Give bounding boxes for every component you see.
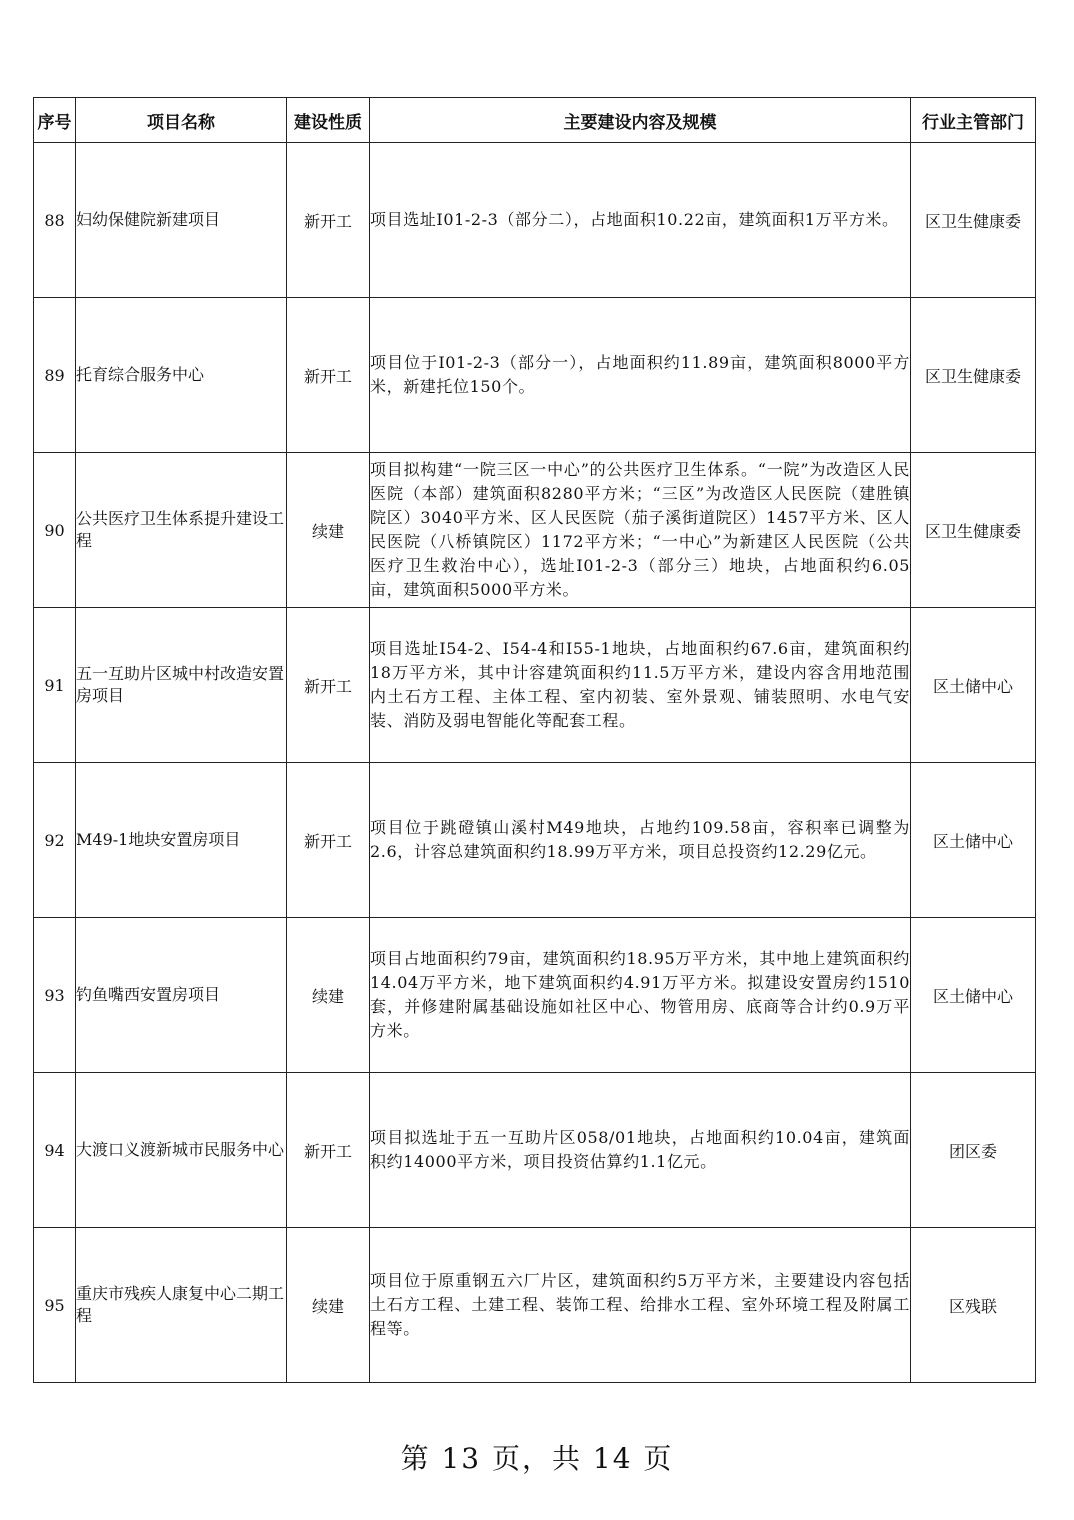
table-row: [34, 453, 1036, 608]
table-row: [34, 1228, 1036, 1383]
row-type: 续建: [287, 453, 370, 608]
row-dept: 区土储中心: [911, 763, 1036, 918]
header-row: [34, 98, 1036, 143]
row-type: 新开工: [287, 1073, 370, 1228]
row-name: M49-1地块安置房项目: [76, 763, 287, 918]
row-dept: 区土储中心: [911, 918, 1036, 1073]
row-dept: 区卫生健康委: [911, 453, 1036, 608]
table-row: [34, 1073, 1036, 1228]
row-no: 91: [34, 608, 76, 763]
row-no: 94: [34, 1073, 76, 1228]
header-no: 序号: [34, 98, 76, 143]
page-number: 第 13 页，共 14 页: [400, 1442, 674, 1475]
row-no: 88: [34, 143, 76, 298]
row-content: 项目拟选址于五一互助片区058/01地块，占地面积约10.04亩，建筑面积约14000平方米，项目投资估算约1.1亿元。: [370, 1073, 911, 1228]
row-content: 项目位于I01-2-3（部分一），占地面积约11.89亩，建筑面积8000平方米，新建托位150个。: [370, 298, 911, 453]
table-row: [34, 918, 1036, 1073]
row-dept: 区土储中心: [911, 608, 1036, 763]
row-content: 项目拟构建“一院三区一中心”的公共医疗卫生体系。“一院”为改造区人民医院（本部）建筑面积8280平方米；“三区”为改造区人民医院（建胜镇院区）3040平方米、区人民医院（茄子溪街道院区）1457平方米、区人民医院（八桥镇院区）1172平方米；“一中心”为新建区人民医院（公共医疗卫生救治中心），选址I01-2-3（部分三）地块，占地面积约6.05亩，建筑面积5000平方米。: [370, 453, 911, 608]
row-dept: 区残联: [911, 1228, 1036, 1383]
row-name: 公共医疗卫生体系提升建设工程: [76, 453, 287, 608]
row-dept: 区卫生健康委: [911, 143, 1036, 298]
row-type: 新开工: [287, 763, 370, 918]
row-no: 90: [34, 453, 76, 608]
row-content: 项目占地面积约79亩，建筑面积约18.95万平方米，其中地上建筑面积约14.04万平方米，地下建筑面积约4.91万平方米。拟建设安置房约1510套，并修建附属基础设施如社区中心、物管用房、底商等合计约0.9万平方米。: [370, 918, 911, 1073]
header-dept: 行业主管部门: [911, 98, 1036, 143]
row-name: 托育综合服务中心: [76, 298, 287, 453]
header-type: 建设性质: [287, 98, 370, 143]
row-content: 项目选址I01-2-3（部分二），占地面积10.22亩，建筑面积1万平方米。: [370, 143, 911, 298]
row-name: 妇幼保健院新建项目: [76, 143, 287, 298]
table-row: [34, 298, 1036, 453]
row-name: 重庆市残疾人康复中心二期工程: [76, 1228, 287, 1383]
row-type: 新开工: [287, 608, 370, 763]
row-content: 项目选址I54-2、I54-4和I55-1地块，占地面积约67.6亩，建筑面积约18万平方米，其中计容建筑面积约11.5万平方米，建设内容含用地范围内土石方工程、主体工程、室内初装、室外景观、铺装照明、水电气安装、消防及弱电智能化等配套工程。: [370, 608, 911, 763]
table-row: [34, 763, 1036, 918]
row-dept: 区卫生健康委: [911, 298, 1036, 453]
row-content: 项目位于原重钢五六厂片区，建筑面积约5万平方米，主要建设内容包括土石方工程、土建工程、装饰工程、给排水工程、室外环境工程及附属工程等。: [370, 1228, 911, 1383]
row-name: 五一互助片区城中村改造安置房项目: [76, 608, 287, 763]
row-no: 92: [34, 763, 76, 918]
row-no: 89: [34, 298, 76, 453]
row-name: 钓鱼嘴西安置房项目: [76, 918, 287, 1073]
row-no: 95: [34, 1228, 76, 1383]
table-row: [34, 143, 1036, 298]
row-type: 新开工: [287, 143, 370, 298]
row-no: 93: [34, 918, 76, 1073]
row-type: 续建: [287, 918, 370, 1073]
row-type: 新开工: [287, 298, 370, 453]
row-content: 项目位于跳磴镇山溪村M49地块，占地约109.58亩，容积率已调整为2.6，计容总建筑面积约18.99万平方米，项目总投资约12.29亿元。: [370, 763, 911, 918]
row-type: 续建: [287, 1228, 370, 1383]
project-table: [33, 97, 1036, 1383]
header-name: 项目名称: [76, 98, 287, 143]
header-content: 主要建设内容及规模: [370, 98, 911, 143]
row-name: 大渡口义渡新城市民服务中心: [76, 1073, 287, 1228]
row-dept: 团区委: [911, 1073, 1036, 1228]
table-row: [34, 608, 1036, 763]
